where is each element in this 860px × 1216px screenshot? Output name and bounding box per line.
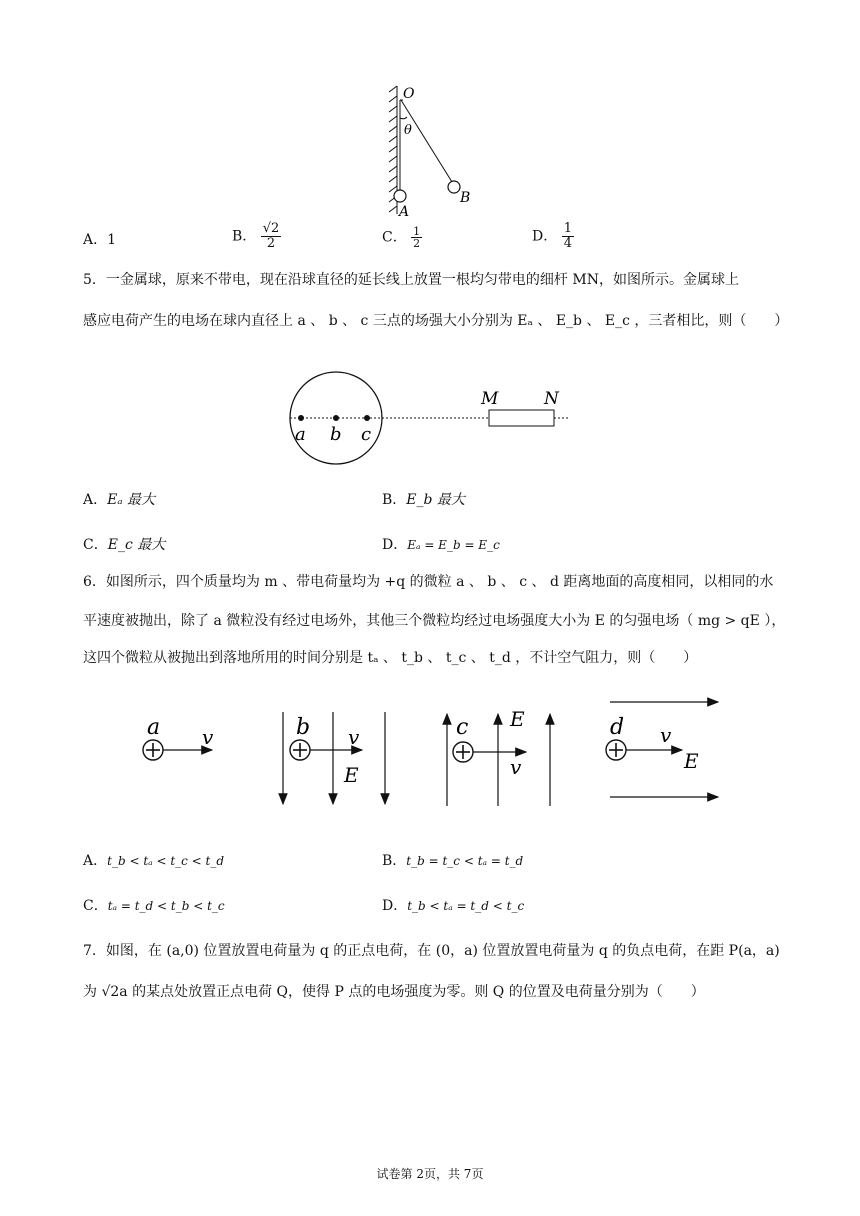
label-v: v — [510, 755, 522, 779]
option-text: Eₐ 最大 — [107, 492, 156, 508]
particle-d-panel — [606, 702, 718, 797]
label-c: c — [456, 715, 469, 740]
option-letter: C． — [382, 229, 407, 246]
numerator: √2 — [262, 221, 280, 236]
q4-option-c[interactable] — [382, 226, 422, 249]
denominator: 4 — [563, 236, 572, 251]
numerator: 1 — [563, 221, 572, 236]
q5-option-d[interactable] — [382, 535, 500, 555]
option-text: tₐ = t_d < t_b < t_c — [107, 899, 225, 913]
option-letter: A． — [83, 853, 108, 869]
option-letter: A． — [83, 492, 108, 508]
ball-a — [394, 190, 406, 202]
option-text: t_b = t_c < tₐ = t_d — [406, 854, 524, 868]
label-a: a — [295, 424, 306, 445]
q7-stem-line1: 7．如图，在 (a,0) 位置放置电荷量为 q 的正点电荷，在 (0，a) 位置放置电荷量为 q 的负点电荷，在距 P(a，a) — [83, 943, 780, 959]
option-letter: D． — [382, 898, 408, 914]
option-text: Eₐ = E_b = E_c — [407, 538, 500, 552]
label-v: v — [660, 723, 672, 747]
page-footer: 试卷第 2页，共 7页 — [376, 1167, 484, 1181]
label-b: b — [330, 424, 342, 445]
option-text: E_c 最大 — [107, 537, 166, 553]
q4-option-b[interactable] — [232, 222, 281, 251]
particle-a-panel — [143, 715, 214, 760]
q6-stem-line2: 平速度被抛出，除了 a 微粒没有经过电场外，其他三个微粒均经过电场强度大小为 E 的匀强电场（ mg > qE ）， — [83, 613, 786, 629]
label-v: v — [348, 725, 360, 749]
q5-option-c[interactable] — [83, 535, 165, 555]
rod-mn — [489, 410, 554, 426]
option-text: t_b < tₐ < t_c < t_d — [107, 854, 225, 868]
q7-stem-line2: 为 √2a 的某点处放置正点电荷 Q，使得 P 点的电场强度为零。则 Q 的位置及电荷量分别为（ ） — [83, 984, 705, 1000]
q6-option-a[interactable] — [83, 851, 224, 871]
label-e: E — [684, 749, 699, 773]
label-c: c — [361, 424, 372, 445]
q4-option-d[interactable] — [532, 222, 574, 251]
particle-b-panel — [283, 712, 385, 804]
label-b: b — [296, 715, 311, 740]
q6-option-c[interactable] — [83, 896, 225, 916]
option-text: t_b < tₐ = t_d < t_c — [407, 899, 525, 913]
label-e: E — [344, 763, 359, 787]
label-a: A — [399, 204, 410, 220]
option-letter: C． — [83, 537, 108, 553]
label-o: O — [403, 86, 415, 102]
label-theta: θ — [404, 123, 412, 138]
option-letter: D． — [382, 537, 408, 553]
q5-figure — [285, 370, 575, 470]
q5-stem-line1: 5．一金属球，原来不带电，现在沿球直径的延长线上放置一根均匀带电的细杆 MN，如图所示。金属球上 — [83, 272, 739, 288]
q6-option-d[interactable] — [382, 896, 524, 916]
option-text: 1 — [107, 232, 117, 248]
label-m: M — [481, 389, 499, 409]
option-letter: D． — [532, 228, 558, 245]
point-b — [333, 415, 339, 421]
denominator: 2 — [266, 236, 276, 251]
fraction — [261, 222, 282, 251]
q5-option-b[interactable] — [382, 490, 465, 510]
q4-option-a[interactable] — [83, 230, 116, 250]
q6-stem-line1: 6．如图所示，四个质量均为 m 、带电荷量均为 +q 的微粒 a 、 b 、 c 、 d 距离地面的高度相同，以相同的水 — [83, 574, 774, 590]
option-text: E_b 最大 — [406, 492, 465, 508]
q6-figure — [130, 692, 730, 817]
label-d: d — [610, 715, 625, 740]
label-n: N — [544, 389, 559, 409]
option-letter: B． — [382, 853, 407, 869]
option-letter: B． — [382, 492, 407, 508]
option-letter: A． — [83, 232, 108, 248]
point-a — [298, 415, 304, 421]
option-letter: C． — [83, 898, 108, 914]
label-v: v — [202, 725, 214, 749]
label-b: B — [460, 190, 471, 206]
option-letter: B． — [232, 228, 257, 245]
q4-figure — [375, 82, 495, 222]
q5-option-a[interactable] — [83, 490, 155, 510]
point-c — [364, 415, 370, 421]
fraction — [562, 222, 574, 251]
particle-c-panel — [447, 707, 550, 806]
ball-b — [448, 181, 460, 193]
label-e: E — [510, 707, 525, 731]
denominator: 2 — [413, 237, 421, 250]
q6-option-b[interactable] — [382, 851, 523, 871]
q5-stem-line2: 感应电荷产生的电场在球内直径上 a 、 b 、 c 三点的场强大小分别为 Eₐ 、 E_b 、 E_c ，三者相比，则（ ） — [83, 313, 789, 329]
label-a: a — [147, 715, 161, 740]
q6-stem-line3: 这四个微粒从被抛出到落地所用的时间分别是 tₐ 、 t_b 、 t_c 、 t_d ，不计空气阻力，则（ ） — [83, 650, 698, 666]
numerator: 1 — [413, 225, 421, 238]
fraction — [411, 226, 422, 249]
